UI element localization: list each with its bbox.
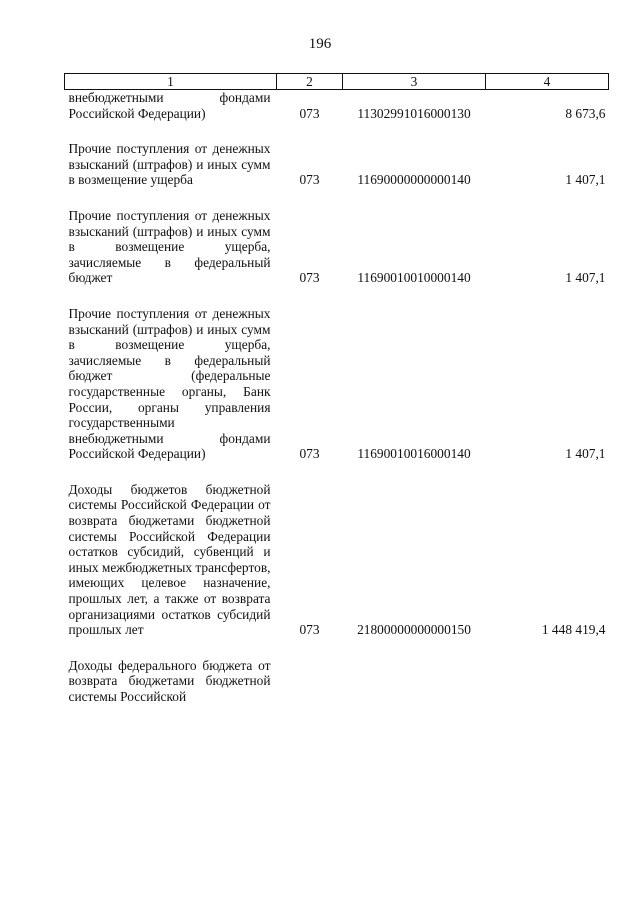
header-row <box>65 74 609 90</box>
row-name-cell: Прочие поступления от денежных взысканий (штрафов) и иных сумм в возмещение ущерба, зачисляемые в федеральный бюджет <box>68 207 271 286</box>
row-revenue-code-cell: 11690000000000140 <box>357 172 471 188</box>
row-amount-cell: 1 407,1 <box>565 446 606 462</box>
row-admin-code-cell: 073 <box>299 270 320 286</box>
column-header-1: 1 <box>65 74 277 90</box>
row-amount-cell: 1 407,1 <box>565 172 606 188</box>
row-revenue-code-cell: 21800000000000150 <box>357 622 471 638</box>
row-admin-code-cell: 073 <box>299 105 320 121</box>
row-admin-code-cell: 073 <box>299 172 320 188</box>
row-revenue-code-cell <box>343 638 486 705</box>
column-header-4: 4 <box>486 74 609 90</box>
row-name-cell: Прочие поступления от денежных взысканий (штрафов) и иных сумм в возмещение ущерба, зачисляемые в федеральный бюджет (федеральные государственные органы, Банк России, органы управления государственными внебюджетными фондами Российской Федерации) <box>68 305 271 462</box>
row-admin-code-cell: 073 <box>299 622 320 638</box>
row-amount-cell: 1 448 419,4 <box>541 622 606 638</box>
table-row <box>65 90 609 122</box>
table-body <box>65 90 609 705</box>
table-row <box>65 462 609 638</box>
page-number: 196 <box>308 36 332 52</box>
table-header <box>65 74 609 90</box>
revenue-table <box>64 73 609 705</box>
row-amount-cell <box>486 638 609 705</box>
row-admin-code-cell <box>277 638 343 705</box>
table-row <box>65 188 609 286</box>
table-row <box>65 121 609 188</box>
table-row <box>65 638 609 705</box>
row-revenue-code-cell: 11690010010000140 <box>357 270 471 286</box>
row-amount-cell: 1 407,1 <box>565 270 606 286</box>
row-revenue-code-cell: 11302991016000130 <box>357 105 471 121</box>
row-name-cell: Доходы федерального бюджета от возврата бюджетами бюджетной системы Российской <box>68 657 271 704</box>
row-name-cell: Доходы бюджетов бюджетной системы Российской Федерации от возврата бюджетами бюджетной системы Российской Федерации остатков субсидий, субвенций и иных межбюджетных трансфертов, имеющих целевое назначение, прошлых лет, а также от возврата организациями остатков субсидий прошлых лет <box>68 481 271 638</box>
row-name-cell: Прочие поступления от денежных взысканий (штрафов) и иных сумм в возмещение ущерба <box>68 141 271 188</box>
row-admin-code-cell: 073 <box>299 446 320 462</box>
table-row <box>65 286 609 462</box>
row-amount-cell: 8 673,6 <box>565 105 606 121</box>
column-header-3: 3 <box>343 74 486 90</box>
row-name-cell: внебюджетными фондами Российской Федерации) <box>68 90 271 121</box>
column-header-2: 2 <box>277 74 343 90</box>
row-revenue-code-cell: 11690010016000140 <box>357 446 471 462</box>
